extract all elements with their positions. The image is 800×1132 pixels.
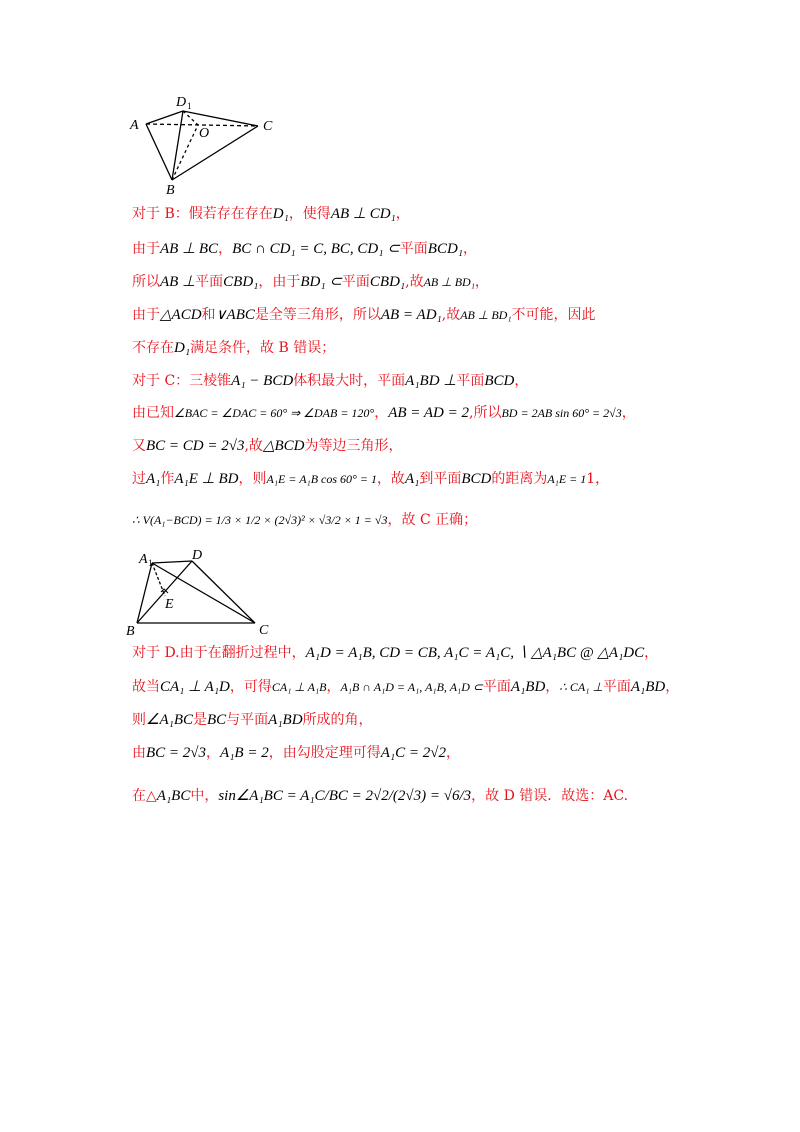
text-line-9: 过A₁作A₁E ⊥ BD，则A₁E = A₁B cos 60° = 1，故A₁到平面BCD的距离为A₁E = 11， [132,471,610,487]
figure1-label-C: C [263,119,273,134]
tetrahedron-figure-1 [120,90,290,200]
figure2-label-D: D [192,548,203,563]
text-line-10: ∴ V(A₁−BCD) = 1/3 × 1/2 × (2√3)² × √3/2 × 1 = √3，故 C 正确； [132,512,478,528]
text-line-5: 不存在D₁满足条件，故 B 错误； [132,340,336,356]
figure1-label-D1-subscript: 1 [187,101,192,111]
tetrahedron-figure-2 [120,545,280,640]
text-line-8: 又BC = CD = 2√3,故△BCD为等边三角形， [132,438,403,454]
text-line-6: 对于 C：三棱锥A₁ − BCD体积最大时，平面A₁BD ⊥平面BCD， [132,373,529,389]
text-line-15: 在△A₁BC中，sin∠A₁BC = A₁C/BC = 2√2/(2√3) = √6/3，故 D 错误．故选：AC. [132,788,629,804]
figure2-label-A1: A [139,552,148,567]
text-line-1: 对于 B：假若存在存在D₁，使得AB ⊥ CD₁， [132,206,410,222]
text-line-12: 故当CA₁ ⊥ A₁D，可得CA₁ ⊥ A₁B，A₁B ∩ A₁D = A₁, A₁B, A₁D ⊂平面A₁BD，∴ CA₁ ⊥平面A₁BD， [132,679,680,695]
figure2-label-E: E [165,597,174,612]
figure2-label-C: C [259,623,269,638]
text-line-7: 由已知∠BAC = ∠DAC = 60° ⇒ ∠DAB = 120°，AB = AD = 2,所以BD = 2AB sin 60° = 2√3， [132,405,636,421]
figure2-label-B: B [126,624,135,639]
text-line-3: 所以AB ⊥平面CBD₁，由于BD₁ ⊂平面CBD₁,故AB ⊥ BD₁， [132,274,489,290]
text-line-11: 对于 D.由于在翻折过程中，A₁D = A₁B, CD = CB, A₁C = A₁C, ∖ △A₁BC @ △A₁DC， [132,645,659,661]
figure2-label-A1-subscript: 1 [148,558,153,568]
text-line-2: 由于AB ⊥ BC，BC ∩ CD₁ = C, BC, CD₁ ⊂平面BCD₁， [132,241,477,257]
figure1-label-A: A [130,118,139,133]
figure1-label-B: B [166,183,175,198]
text-line-13: 则∠A₁BC是BC与平面A₁BD所成的角， [132,712,373,728]
text-line-4: 由于△ACD和∨ABC是全等三角形，所以AB = AD₁,故AB ⊥ BD₁不可能，因此 [132,307,596,323]
figure1-label-D1: D [176,95,187,110]
text-line-14: 由BC = 2√3，A₁B = 2，由勾股定理可得A₁C = 2√2， [132,745,460,761]
figure1-label-O: O [199,126,210,141]
